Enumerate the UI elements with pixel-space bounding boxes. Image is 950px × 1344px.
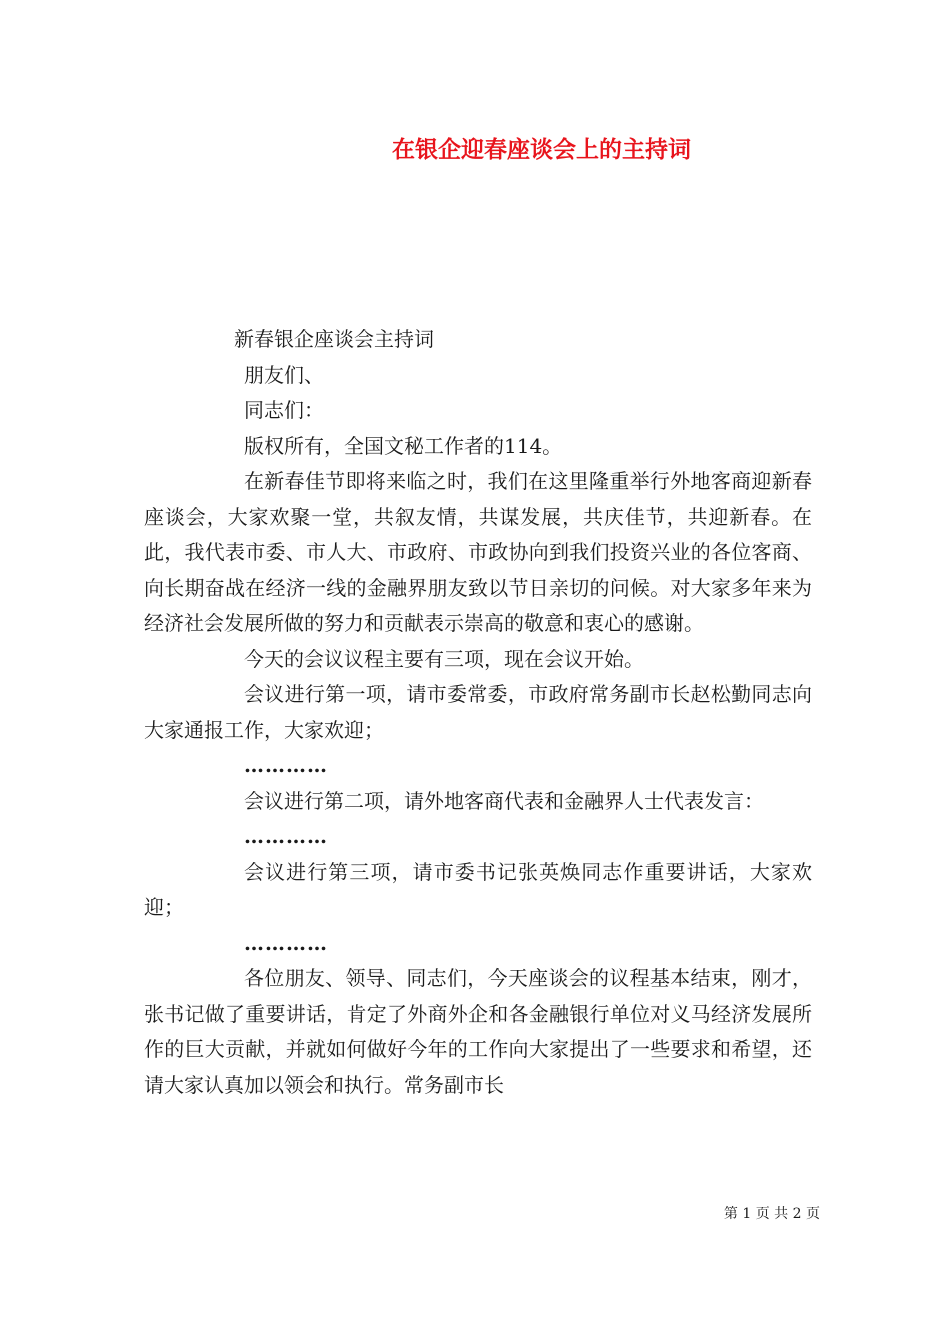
paragraph-agenda: 今天的会议议程主要有三项，现在会议开始。 [244, 646, 644, 671]
paragraph-salutation-comrades: 同志们： [244, 398, 324, 422]
document-title: 在银企迎春座谈会上的主持词 [392, 136, 691, 163]
paragraph-ellipsis: ………… [244, 753, 328, 777]
paragraph-item-one: 会议进行第一项，请市委常委，市政府常务副市长赵松勤同志向大家通报工作，大家欢迎； [144, 682, 812, 742]
paragraph-ellipsis: ………… [244, 930, 328, 955]
paragraph-closing: 各位朋友、领导、同志们，今天座谈会的议程基本结束，刚才，张书记做了重要讲话，肯定了外商外企和各金融银行单位对义马经济发展所作的巨大贡献，并就如何做好今年的工作向大家提出了一些要求和希望，还请大家认真加以领会和执行。常务副市长 [144, 966, 812, 1097]
paragraph-opening: 在新春佳节即将来临之时，我们在这里隆重举行外地客商迎新春座谈会，大家欢聚一堂，共叙友情，共谋发展，共庆佳节，共迎新春。在此，我代表市委、市人大、市政府、市政协向到我们投资兴业的各位客商、向长期奋战在经济一线的金融界朋友致以节日亲切的问候。对大家多年来为经济社会发展所做的努力和贡献表示崇高的敬意和衷心的感谢。 [144, 469, 812, 635]
paragraph-ellipsis: ………… [244, 824, 328, 848]
paragraph-item-three: 会议进行第三项，请市委书记张英焕同志作重要讲话，大家欢迎； [144, 859, 812, 919]
paragraph-copyright: 版权所有，全国文秘工作者的114。 [244, 433, 563, 458]
page-number-footer: 第 1 页 共 2 页 [723, 1206, 820, 1222]
paragraph-salutation-friends: 朋友们、 [244, 362, 324, 387]
paragraph-item-two: 会议进行第二项，请外地客商代表和金融界人士代表发言： [244, 788, 764, 813]
paragraph-subtitle: 新春银企座谈会主持词 [234, 327, 434, 351]
document-body [144, 322, 812, 1103]
